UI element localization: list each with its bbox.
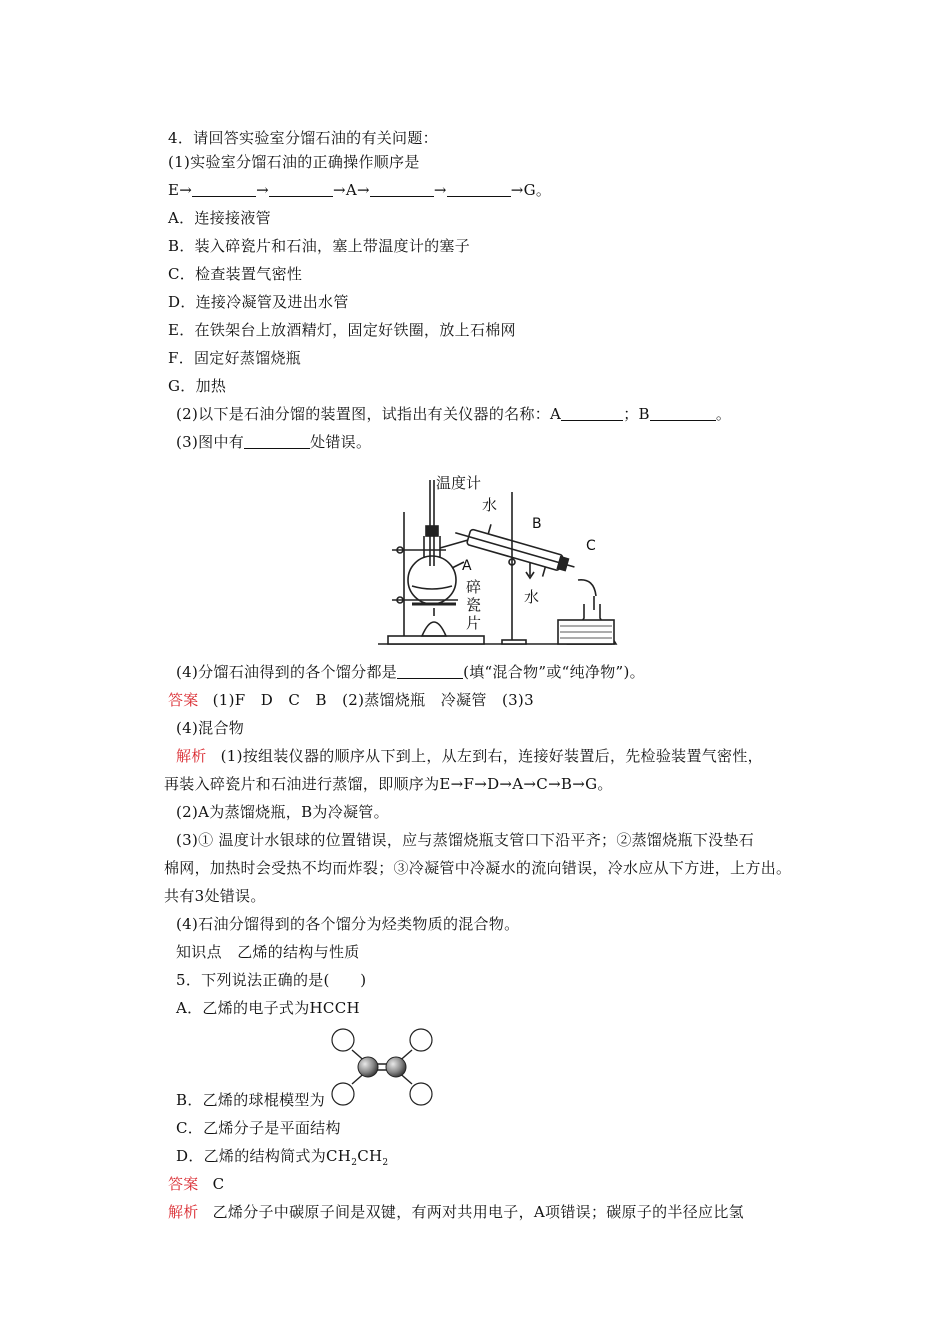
q4-analysis-5: 棉网，加热时会受热不均而炸裂；③冷凝管中冷凝水的流向错误，冷水应从下方进，上方出。 [164, 859, 792, 877]
label-water-in: 水 [482, 496, 498, 514]
label-chips-2: 瓷 [466, 596, 482, 614]
q5-option-b: B．乙烯的球棍模型为 [176, 1091, 326, 1109]
option-b: B．装入碎瓷片和石油，塞上带温度计的塞子 [168, 237, 471, 255]
blank-errors [244, 434, 310, 449]
label-water-out: 水 [524, 588, 540, 606]
knowledge-point: 知识点 乙烯的结构与性质 [176, 943, 360, 961]
label-b: B [532, 516, 542, 532]
q4-analysis-7: (4)石油分馏得到的各个馏分为烃类物质的混合物。 [176, 915, 520, 933]
q4-part4: (4)分馏石油得到的各个馏分都是 (填“混合物”或“纯净物”)。 [176, 663, 645, 681]
label-thermometer: 温度计 [436, 474, 482, 492]
analysis-tag: 解析 [176, 747, 207, 765]
label-c: C [586, 538, 596, 554]
seq-end: →G。 [510, 181, 552, 199]
q5-option-a: A．乙烯的电子式为HCCH [176, 999, 360, 1017]
blank-2 [269, 182, 333, 197]
q4-title: 4．请回答实验室分馏石油的有关问题： [168, 129, 438, 147]
q4-part1: (1)实验室分馏石油的正确操作顺序是 [168, 153, 420, 171]
analysis-tag: 解析 [168, 1203, 199, 1221]
blank-1 [192, 182, 256, 197]
ethylene-ball-stick-model [326, 1026, 438, 1108]
answer-tag: 答案 [168, 1175, 199, 1193]
seq-arrow-a: →A→ [333, 181, 370, 199]
option-a: A．连接接液管 [168, 209, 271, 227]
blank-b [650, 406, 716, 421]
q4-analysis-1: 解析 (1)按组装仪器的顺序从下到上，从左到右，连接好装置后，先检验装置气密性， [176, 747, 763, 765]
blank-4 [447, 182, 511, 197]
q4-analysis-4: (3)① 温度计水银球的位置错误，应与蒸馏烧瓶支管口下沿平齐；②蒸馏烧瓶下没垫石 [176, 831, 755, 849]
blank-3 [370, 182, 434, 197]
label-chips-3: 片 [466, 614, 482, 632]
blank-a [561, 406, 623, 421]
option-d: D．连接冷凝管及进出水管 [168, 293, 349, 311]
seq-arrow: → [256, 181, 269, 199]
q5-title: 5．下列说法正确的是( ) [176, 971, 367, 989]
q5-answer: 答案 C [168, 1175, 225, 1193]
q4-part3: (3)图中有 处错误。 [176, 433, 372, 451]
option-c: C．检查装置气密性 [168, 265, 303, 283]
q4-analysis-6: 共有3处错误。 [164, 887, 266, 905]
q4-part2: (2)以下是石油分馏的装置图，试指出有关仪器的名称：A ；B 。 [176, 405, 732, 423]
q4-analysis-2: 再装入碎瓷片和石油进行蒸馏，即顺序为E→F→D→A→C→B→G。 [164, 775, 613, 793]
answer-tag: 答案 [168, 691, 199, 709]
option-e: E．在铁架台上放酒精灯，固定好铁圈，放上石棉网 [168, 321, 516, 339]
q5-analysis: 解析 乙烯分子中碳原子间是双键，有两对共用电子，A项错误；碳原子的半径应比氢 [168, 1203, 744, 1221]
option-g: G．加热 [168, 377, 227, 395]
q5-option-c: C．乙烯分子是平面结构 [176, 1119, 341, 1137]
distillation-apparatus-figure [372, 458, 620, 650]
seq-start: E→ [168, 181, 193, 199]
label-chips-1: 碎 [466, 578, 482, 596]
q4-analysis-3: (2)A为蒸馏烧瓶，B为冷凝管。 [176, 803, 389, 821]
option-f: F．固定好蒸馏烧瓶 [168, 349, 302, 367]
q5-option-d: D．乙烯的结构简式为$CH_2CH_2$ [176, 1147, 389, 1168]
q4-answer-2: (4)混合物 [176, 719, 245, 737]
q4-sequence [168, 180, 551, 200]
label-a: A [462, 558, 472, 574]
seq-arrow: → [433, 181, 447, 199]
q4-answer: 答案 (1)F D C B (2)蒸馏烧瓶 冷凝管 (3)3 [168, 691, 534, 709]
blank-mixture [397, 664, 463, 679]
